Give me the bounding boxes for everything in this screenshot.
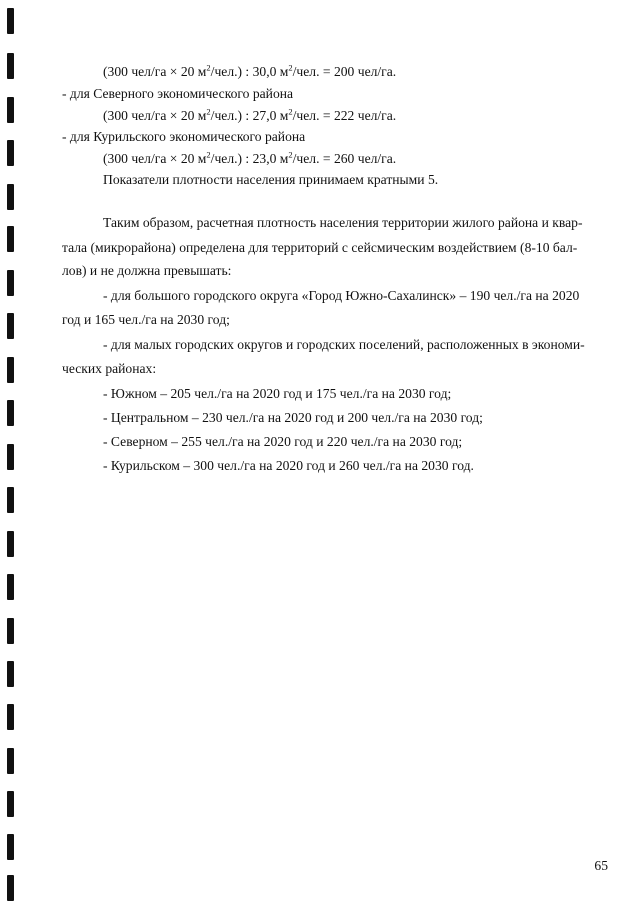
binding-mark <box>7 184 14 210</box>
conclusion-line: Таким образом, расчетная плотность населения территории жилого района и квар- <box>103 215 583 230</box>
conclusion-line: год и 165 чел./га на 2030 год; <box>62 312 230 327</box>
binding-mark <box>7 704 14 730</box>
list-item: - Центральном – 230 чел./га на 2020 год и 200 чел./га на 2030 год; <box>103 410 483 425</box>
binding-mark <box>7 875 14 901</box>
binding-mark <box>7 400 14 426</box>
page-number: 65 <box>594 858 608 873</box>
binding-mark <box>7 574 14 600</box>
binding-mark <box>7 140 14 166</box>
calc-line-2: (300 чел/га × 20 $м^2/чел$.) : 27,0 $м^2$/чел. = 222 чел/га. <box>103 106 397 123</box>
calc-district-kuril: - для Курильского экономического района <box>62 129 306 144</box>
conclusion-line: тала (микрорайона) определена для территорий с сейсмическим воздействием (8-10 бал- <box>62 240 578 255</box>
conclusion-line: ческих районах: <box>62 361 157 376</box>
calc-rounding-note: Показатели плотности населения принимаем кратными 5. <box>103 172 439 187</box>
binding-mark <box>7 487 14 513</box>
binding-mark <box>7 226 14 252</box>
binding-mark <box>7 834 14 860</box>
binding-mark <box>7 618 14 644</box>
binding-mark <box>7 748 14 774</box>
list-item: - Южном – 205 чел./га на 2020 год и 175 чел./га на 2030 год; <box>103 386 452 401</box>
binding-mark <box>7 270 14 296</box>
binding-mark <box>7 661 14 687</box>
binding-edge <box>7 0 17 905</box>
calc-district-north: - для Северного экономического района <box>62 86 294 101</box>
list-item: - Северном – 255 чел./га на 2020 год и 220 чел./га на 2030 год; <box>103 434 463 449</box>
list-item: - Курильском – 300 чел./га на 2020 год и 260 чел./га на 2030 год. <box>103 458 474 473</box>
binding-mark <box>7 97 14 123</box>
binding-mark <box>7 8 14 34</box>
conclusion-line: лов) и не должна превышать: <box>62 263 232 278</box>
binding-mark <box>7 313 14 339</box>
binding-mark <box>7 53 14 79</box>
binding-mark <box>7 444 14 470</box>
calc-line-3: (300 чел/га × 20 $м^2/чел$.) : 23,0 $м^2$/чел. = 260 чел/га. <box>103 149 397 166</box>
binding-mark <box>7 791 14 817</box>
binding-mark <box>7 531 14 557</box>
binding-mark <box>7 357 14 383</box>
conclusion-line: - для малых городских округов и городских поселений, расположенных в экономи- <box>103 337 585 352</box>
conclusion-line: - для большого городского округа «Город Южно-Сахалинск» – 190 чел./га на 2020 <box>103 288 580 303</box>
calc-line-1: (300 чел/га × 20 $м^2/чел$.) : 30,0 $м^2$/чел. = 200 чел/га. <box>103 62 397 79</box>
